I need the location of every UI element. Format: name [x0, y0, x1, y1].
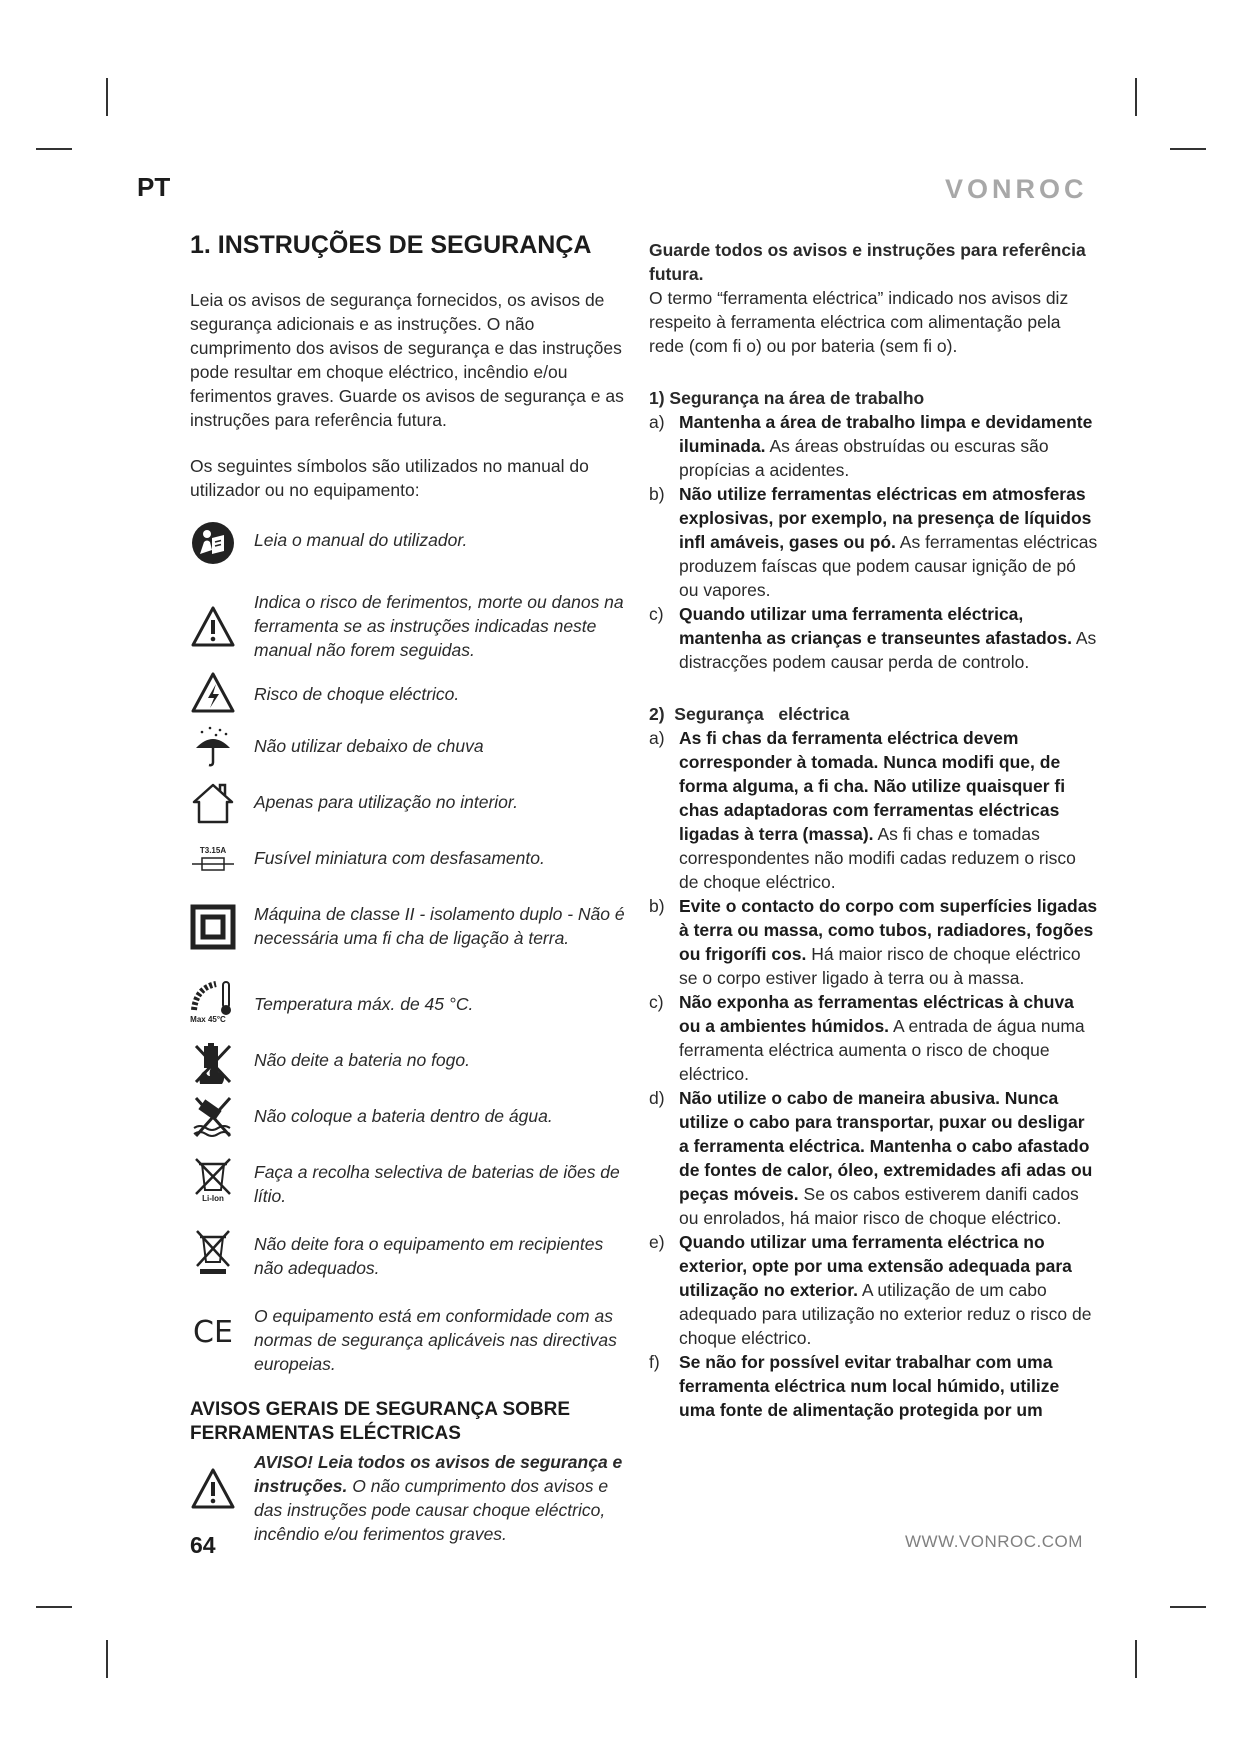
keep-warnings-heading: Guarde todos os avisos e instruções para referência futura. — [649, 240, 1086, 284]
indoor-use-icon — [190, 780, 236, 826]
crop-mark — [106, 78, 108, 116]
list-item — [649, 726, 1099, 894]
symbol-text: Fusível miniatura com desfasamento. — [254, 848, 545, 868]
crop-mark — [36, 1606, 72, 1608]
list-item — [649, 990, 1099, 1086]
aviso-bold: AVISO! Leia todos os avisos de segurança e instruções. — [254, 1452, 623, 1496]
brand-logo: VONROC — [945, 174, 1088, 204]
item-bold: Se não for possível evitar trabalhar com uma ferramenta eléctrica num local húmido, utilize uma fonte de alimentação protegida por um — [679, 1352, 1060, 1420]
item-bold: Mantenha a área de trabalho limpa e devidamente iluminada. — [679, 412, 1093, 456]
symbol-row — [190, 790, 630, 826]
symbol-row — [190, 1104, 630, 1140]
li-ion-recycle-icon-label: Li-Ion — [202, 1194, 224, 1202]
symbol-row — [190, 992, 630, 1028]
item-marker: a) — [649, 412, 665, 432]
symbol-text: O equipamento está em conformidade com as normas de segurança aplicáveis nas directivas europeias. — [254, 1306, 617, 1374]
no-water-battery-icon — [190, 1094, 236, 1140]
list-item — [649, 1086, 1099, 1230]
aviso-block — [190, 1450, 630, 1546]
symbol-row — [190, 590, 630, 662]
crop-mark — [36, 148, 72, 150]
symbol-row — [190, 1232, 630, 1280]
item-text: As áreas obstruídas ou escuras são propícias a acidentes. — [679, 436, 1049, 480]
item-text: As distracções podem causar perda de controlo. — [679, 628, 1097, 672]
symbol-row — [190, 1048, 630, 1084]
symbol-row — [190, 1160, 630, 1210]
item-text: As ferramentas eléctricas produzem faíscas que podem causar ignição de pó ou vapores. — [679, 532, 1098, 600]
section-title: 1. INSTRUÇÕES DE SEGURANÇA — [190, 231, 592, 259]
symbol-row — [190, 734, 630, 770]
warning-triangle-icon — [190, 1466, 236, 1512]
right-column — [649, 238, 1099, 1422]
left-column — [190, 230, 630, 1546]
list-item — [649, 1350, 1099, 1422]
item-text: As fi chas e tomadas correspondentes não modifi cadas reduzem o risco de choque eléctrico. — [679, 824, 1076, 892]
language-code: PT — [137, 172, 171, 202]
list-item — [649, 894, 1099, 990]
term-paragraph: O termo “ferramenta eléctrica” indicado nos avisos diz respeito à ferramenta eléctrica com alimentação pela rede (com fi o) ou por bateria (sem fi o). — [649, 288, 1069, 356]
item-bold: Quando utilizar uma ferramenta eléctrica, mantenha as crianças e transeuntes afastados. — [679, 604, 1072, 648]
ce-mark-icon-label: CE — [193, 1315, 233, 1350]
item-text: Há maior risco de choque eléctrico se o corpo estiver ligado à terra ou à massa. — [679, 944, 1081, 988]
warning-triangle-icon — [190, 604, 236, 650]
electrical-safety-heading: 2) Segurança eléctrica — [649, 704, 850, 724]
symbol-text: Apenas para utilização no interior. — [254, 792, 518, 812]
item-marker: d) — [649, 1088, 665, 1108]
weee-bin-icon — [190, 1228, 236, 1274]
list-item — [649, 602, 1099, 674]
no-rain-icon — [190, 724, 236, 770]
symbol-text: Leia o manual do utilizador. — [254, 530, 468, 550]
intro-paragraph: Leia os avisos de segurança fornecidos, os avisos de segurança adicionais e as instruções. O não cumprimento dos avisos de segurança e das instruções pode resultar em choque eléctrico, incêndio e/ou ferimentos graves. Guarde os avisos de segurança e as instruções para referência futura. — [190, 290, 624, 430]
crop-mark — [1135, 78, 1137, 116]
electric-shock-icon — [190, 670, 236, 716]
symbol-row — [190, 1304, 630, 1376]
aviso-text — [254, 1450, 630, 1546]
item-bold: Quando utilizar uma ferramenta eléctrica no exterior, opte por uma extensão adequada para utilização no exterior. — [679, 1232, 1072, 1300]
crop-mark — [1170, 148, 1206, 150]
item-bold: Não exponha as ferramentas eléctricas à chuva ou a ambientes húmidos. — [679, 992, 1074, 1036]
item-marker: e) — [649, 1232, 665, 1252]
item-marker: c) — [649, 992, 664, 1012]
symbols-intro: Os seguintes símbolos são utilizados no manual do utilizador ou no equipamento: — [190, 456, 589, 500]
electrical-safety-list — [649, 726, 1099, 1422]
item-bold: Não utilize o cabo de maneira abusiva. Nunca utilize o cabo para transportar, puxar ou desligar a ferramenta eléctrica. Mantenha o cabo afastado de fontes de calor, óleo, extremidades afi adas ou peças móveis. — [679, 1088, 1093, 1204]
fuse-icon-label: T3.15A — [199, 846, 227, 855]
symbol-text: Não deite fora o equipamento em recipientes não adequados. — [254, 1234, 604, 1278]
list-item — [649, 1230, 1099, 1350]
item-bold: Evite o contacto do corpo com superfícies ligadas à terra ou massa, como tubos, radiadores, fogões ou frigorífi cos. — [679, 896, 1098, 964]
item-marker: b) — [649, 484, 665, 504]
item-bold: As fi chas da ferramenta eléctrica devem corresponder à tomada. Nunca modifi que, de forma alguma, a fi cha. Não utilize quaisquer fi chas adaptadoras com ferramentas eléctricas ligadas à terra (massa). — [679, 728, 1066, 844]
class-ii-icon — [190, 904, 236, 950]
symbol-row — [190, 846, 630, 882]
page-number: 64 — [190, 1532, 216, 1558]
footer-url[interactable]: WWW.VONROC.COM — [905, 1532, 1083, 1551]
symbol-text: Máquina de classe II - isolamento duplo - Não é necessária uma fi cha de ligação à terra. — [254, 904, 625, 948]
ce-mark-icon — [190, 1308, 236, 1354]
symbol-text: Faça a recolha selectiva de baterias de iões de lítio. — [254, 1162, 620, 1206]
crop-mark — [106, 1640, 108, 1678]
symbol-row — [190, 682, 630, 722]
item-text: A entrada de água numa ferramenta eléctrica aumenta o risco de choque eléctrico. — [679, 1016, 1085, 1084]
list-item — [649, 482, 1099, 602]
symbol-text: Temperatura máx. de 45 °C. — [254, 994, 474, 1014]
fuse-icon — [190, 836, 236, 882]
symbol-row — [190, 528, 630, 572]
symbol-text: Não utilizar debaixo de chuva — [254, 736, 484, 756]
symbol-text: Risco de choque eléctrico. — [254, 684, 460, 704]
symbol-text: Indica o risco de ferimentos, morte ou danos na ferramenta se as instruções indicadas neste manual não forem seguidas. — [254, 592, 624, 660]
item-marker: a) — [649, 728, 665, 748]
item-bold: Não utilize ferramentas eléctricas em atmosferas explosivas, por exemplo, na presença de líquidos infl amáveis, gases ou pó. — [679, 484, 1092, 552]
work-area-list — [649, 410, 1099, 674]
item-marker: b) — [649, 896, 665, 916]
aviso-rest: O não cumprimento dos avisos e das instruções pode causar choque eléctrico, incêndio e/ou ferimentos graves. — [254, 1476, 609, 1544]
item-text: Se os cabos estiverem danifi cados ou enrolados, há maior risco de choque eléctrico. — [679, 1184, 1079, 1228]
max-temperature-icon — [190, 978, 236, 1024]
no-fire-battery-icon — [190, 1040, 236, 1086]
work-area-heading: 1) Segurança na área de trabalho — [649, 388, 925, 408]
item-marker: c) — [649, 604, 664, 624]
read-manual-icon — [190, 520, 236, 566]
li-ion-recycle-icon — [190, 1156, 236, 1202]
general-warnings-title: AVISOS GERAIS DE SEGURANÇA SOBRE FERRAMENTAS ELÉCTRICAS — [190, 1399, 571, 1444]
symbol-text: Não deite a bateria no fogo. — [254, 1050, 470, 1070]
symbol-text: Não coloque a bateria dentro de água. — [254, 1106, 553, 1126]
item-text: A utilização de um cabo adequado para utilização no exterior reduz o risco de choque eléctrico. — [679, 1280, 1092, 1348]
crop-mark — [1135, 1640, 1137, 1678]
list-item — [649, 410, 1099, 482]
crop-mark — [1170, 1606, 1206, 1608]
item-marker: f) — [649, 1352, 660, 1372]
symbol-row — [190, 902, 630, 974]
max-temperature-icon-label: Max 45°C — [190, 1015, 226, 1024]
